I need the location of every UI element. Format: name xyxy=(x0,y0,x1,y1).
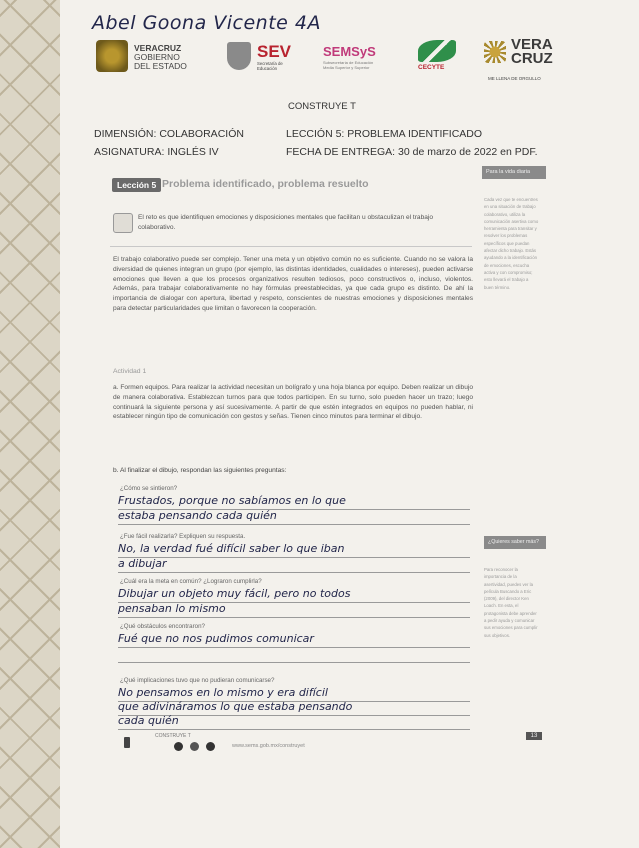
lesson-paragraph: El trabajo colaborativo puede ser complejo. Tener una meta y un objetivo común no es suficiente. Cuando no se valora la diversidad de quienes integran un grupo (por ejemplo, las distintas identidades, cualidades o intereses), pueden activarse emociones que lleven a que los procesos organizativos resulten tediosos, poco constructivos o, incluso, violentos. Además, para trabajar colaborativamente no hay fórmulas preestablecidas, ya que cada grupo es distinto. De ahí la importancia de dialogar con apertura, libertad y respeto, conscientes de nuestras emociones y disposiciones mentales para detectar particularidades que limitan o favorecen la cooperación. xyxy=(113,256,473,312)
answer-text: Frustados, porque no sabíamos en lo que xyxy=(118,494,346,507)
veracruz-star-icon xyxy=(484,41,506,63)
answer-text: Fué que no nos pudimos comunicar xyxy=(118,632,314,645)
answer-line xyxy=(118,729,470,730)
answer-line xyxy=(118,572,470,573)
page-number-badge: 13 xyxy=(526,732,542,740)
sev-subtitle: Secretaría de Educación xyxy=(257,61,283,71)
question-prompt: ¿Qué obstáculos encontraron? xyxy=(120,623,205,630)
sidebar-tag-2: ¿Quieres saber más? xyxy=(484,536,546,549)
lesson-badge: Lección 5 xyxy=(112,178,161,192)
answer-text: a dibujar xyxy=(118,557,167,570)
answer-line xyxy=(118,647,470,648)
answer-line xyxy=(118,662,470,663)
semsys-subtitle: Subsecretaría de Educación Media Superior y Superior xyxy=(323,60,374,70)
cecyte-logo: CECYTE xyxy=(418,64,445,71)
activity-b: b. Al finalizar el dibujo, respondan las siguientes preguntas: xyxy=(113,467,287,474)
footer-phone-icon xyxy=(124,737,130,748)
answer-line xyxy=(118,557,470,558)
student-name: Abel Goona Vicente 4A xyxy=(92,12,321,34)
lesson-intro: El reto es que identifiquen emociones y disposiciones mentales que facilitan u obstaculizan el trabajo colaborativo. xyxy=(138,214,434,231)
question-prompt: ¿Qué implicaciones tuvo que no pudieran comunicarse? xyxy=(120,677,275,684)
facebook-icon xyxy=(174,742,183,751)
intro-divider xyxy=(110,246,472,247)
footer-url: www.sems.gob.mx/construyet xyxy=(232,743,305,749)
due-date-label: FECHA DE ENTREGA: 30 de marzo de 2022 en PDF. xyxy=(286,146,538,158)
veracruz-coat-of-arms-icon xyxy=(96,40,128,72)
lesson-label: LECCIÓN 5: PROBLEMA IDENTIFICADO xyxy=(286,128,483,140)
page-title: CONSTRUYE T xyxy=(288,101,356,112)
sidebar-note-2: Para reconocer la importancia de la asertividad, puedes ver la película Buscando a Eric (2009), del director Ken Loach. En esta, el protagonista debe aprender a pedir ayuda y comunicar sus emociones para cumplir sus objetivos. xyxy=(484,567,538,638)
semsys-logo: SEMSyS xyxy=(323,44,376,59)
question-prompt: ¿Cuál era la meta en común? ¿Lograron cumplirla? xyxy=(120,578,262,585)
lightbulb-icon xyxy=(113,213,133,233)
sidebar-tag: Para la vida diaria xyxy=(482,166,546,179)
question-prompt: ¿Cómo se sintieron? xyxy=(120,485,178,492)
answer-text: Dibujar un objeto muy fácil, pero no todos xyxy=(118,587,351,600)
answer-text: pensaban lo mismo xyxy=(118,602,226,615)
answer-text: No, la verdad fué difícil saber lo que iban xyxy=(118,542,345,555)
lesson-title: Problema identificado, problema resuelto xyxy=(162,178,369,190)
sev-shield-icon xyxy=(227,42,251,70)
activity-a: a. Formen equipos. Para realizar la actividad necesitan un bolígrafo y una hoja blanca por equipo. Deben realizar un dibujo de manera colaborativa. Establezcan turnos para que todos participen. En su turno, solo pueden hacer un trazo; luego continuará la siguiente persona y así sucesivamente. A partir de que estén integrados en equipos no pueden hablar, ni establecer ningún tipo de comunicación con gestos y señas. Tienen cinco minutos para terminar el dibujo. xyxy=(113,384,473,421)
activity-title: Actividad 1 xyxy=(113,368,147,375)
vera-cruz-slogan: ME LLENA DE ORGULLO xyxy=(488,76,541,81)
globe-icon xyxy=(190,742,199,751)
answer-line xyxy=(118,617,470,618)
sev-logo: SEV xyxy=(257,42,292,61)
footer-series: CONSTRUYE T xyxy=(155,733,191,739)
answer-text: que adivináramos lo que estaba pensando xyxy=(118,700,353,713)
cecyte-leaf-icon xyxy=(418,40,456,62)
subject-label: ASIGNATURA: INGLÉS IV xyxy=(94,146,219,158)
youtube-icon xyxy=(206,742,215,751)
dimension-label: DIMENSIÓN: COLABORACIÓN xyxy=(94,128,244,140)
decorative-border xyxy=(0,0,60,848)
veracruz-logo: VERACRUZ GOBIERNO DEL ESTADO xyxy=(134,43,187,71)
sidebar-note-1: Cada vez que te encuentres en una situación de trabajo colaborativo, utiliza la comunicación asertiva como herramienta para transitar y resolver los problemas específicos que puedan afectar dicho trabajo. Estás ayudando a la identificación de emociones, escucha activa y con compromiso; esto llevará el trabajo a buen término. xyxy=(484,197,539,290)
question-prompt: ¿Fue fácil realizarla? Expliquen su respuesta. xyxy=(120,533,246,540)
answer-line xyxy=(118,524,470,525)
vera-cruz-logo: VERA CRUZ xyxy=(511,36,553,67)
answer-text: estaba pensando cada quién xyxy=(118,509,277,522)
answer-text: No pensamos en lo mismo y era difícil xyxy=(118,686,328,699)
answer-text: cada quién xyxy=(118,714,179,727)
